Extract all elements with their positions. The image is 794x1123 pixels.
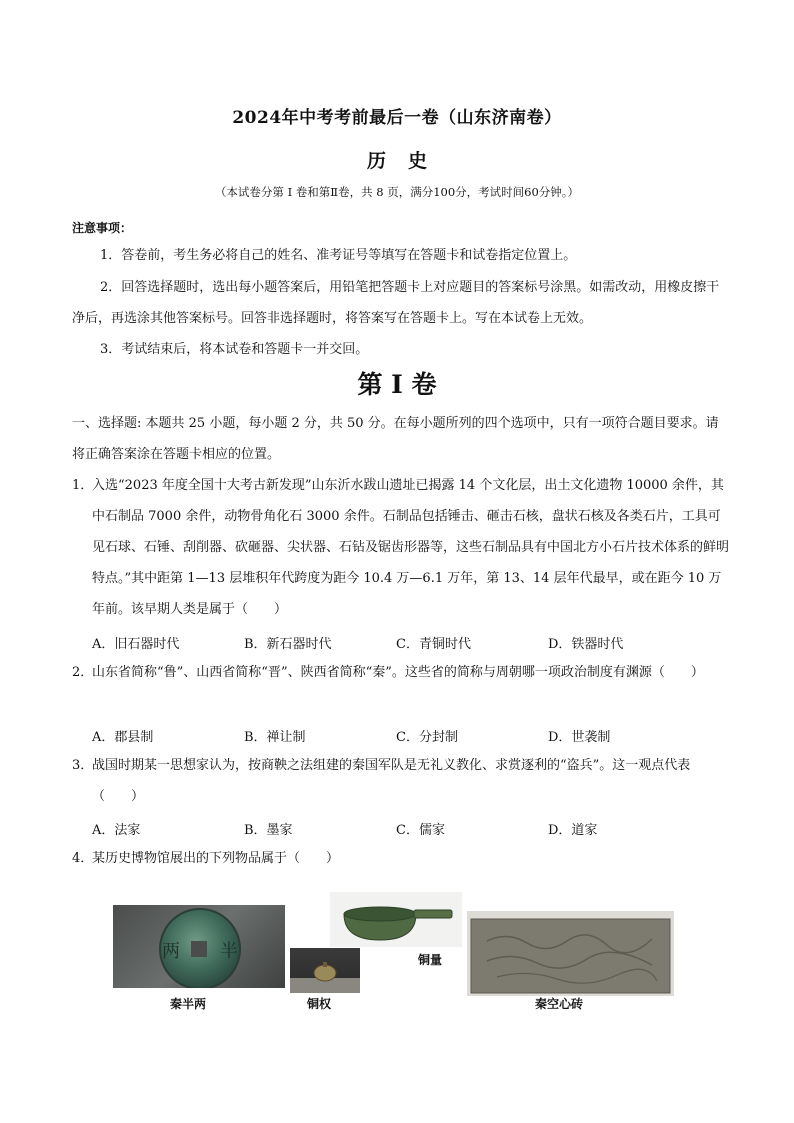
option-b[interactable]: B．墨家 [244, 823, 293, 838]
brick-photo [467, 911, 674, 996]
option-b[interactable]: B．新石器时代 [244, 637, 332, 652]
coin-char-left: 两 [162, 941, 180, 962]
option-d[interactable]: D．铁器时代 [548, 637, 624, 652]
hollow-brick-icon [467, 911, 674, 996]
question-3 [72, 750, 732, 812]
question-2-options [92, 726, 712, 745]
option-d[interactable]: D．道家 [548, 823, 598, 838]
option-c[interactable]: C．青铜时代 [396, 637, 471, 652]
notice-item-1: 1．答卷前，考生务必将自己的姓名、准考证号等填写在答题卡和试卷指定位置上。 [100, 248, 577, 263]
weight-photo [290, 948, 360, 993]
weight-caption: 铜权 [307, 997, 332, 1011]
question-number: 3． [72, 758, 94, 773]
question-4 [72, 843, 732, 874]
coin-char-right: 半 [220, 941, 238, 962]
notice-heading: 注意事项： [72, 221, 133, 235]
option-a[interactable]: A．法家 [92, 823, 141, 838]
notice-item-2: 2．回答选择题时，选出每小题答案后，用铅笔把答题卡上对应题目的答案标号涂黑。如需改动，用橡皮擦干净后，再选涂其他答案标号。回答非选择题时，将答案写在答题卡上。写在本试卷上无效。 [72, 280, 720, 326]
question-text: 战国时期某一思想家认为，按商鞅之法组建的秦国军队是无礼义教化、求赏逐利的“盗兵”。这一观点代表（ ） [92, 758, 691, 804]
question-number: 4． [72, 851, 94, 866]
volume-title: 第 I 卷 [357, 370, 437, 399]
measure-photo [330, 892, 462, 947]
question-3-options [92, 819, 712, 838]
option-d[interactable]: D．世袭制 [548, 730, 611, 745]
question-text: 某历史博物馆展出的下列物品属于（ ） [92, 851, 340, 866]
option-c[interactable]: C．分封制 [396, 730, 458, 745]
exam-title: 2024年中考考前最后一卷（山东济南卷） [232, 108, 562, 128]
question-2 [72, 657, 732, 688]
question-number: 2． [72, 665, 94, 680]
coin-icon [113, 905, 285, 988]
question-text: 入选“2023 年度全国十大考古新发现”山东沂水跋山遗址已揭露 14 个文化层，出土文化遗物 10000 余件，其中石制品 7000 余件，动物骨角化石 3000 余件。石制品包括锤击、砸击石核，盘状石核及各类石片，工具可见石球、石锤、刮削器、砍砸器、尖状器、石钻及锯齿形器等，这些石制品具有中国北方小石片技术体系的鲜明特点。”其中距第 1—13 层堆积年代跨度为距今 10.4 万—6.1 万年，第 13、14 层年代最早，或在距今 10 万年前。该早期人类是属于（ ） [92, 478, 730, 617]
option-c[interactable]: C．儒家 [396, 823, 445, 838]
measure-caption: 铜量 [418, 953, 443, 967]
bronze-measure-icon [330, 892, 462, 947]
coin-photo [113, 905, 285, 988]
question-number: 1． [72, 478, 94, 493]
brick-caption: 秦空心砖 [535, 997, 584, 1011]
option-a[interactable]: A．郡县制 [92, 730, 154, 745]
option-b[interactable]: B．禅让制 [244, 730, 306, 745]
bronze-weight-icon [290, 948, 360, 993]
section-intro: 一、选择题: 本题共 25 小题，每小题 2 分，共 50 分。在每小题所列的四个选项中，只有一项符合题目要求。请将正确答案涂在答题卡相应的位置。 [72, 416, 719, 462]
question-1 [72, 470, 732, 625]
subject-title: 历史 [366, 150, 449, 172]
question-1-options [92, 633, 712, 652]
notice-item-3: 3．考试结束后，将本试卷和答题卡一并交回。 [100, 342, 369, 357]
paper-info: （本试卷分第 I 卷和第Ⅱ卷，共 8 页，满分100分，考试时间60分钟。） [214, 185, 580, 199]
coin-caption: 秦半两 [170, 997, 207, 1011]
option-a[interactable]: A．旧石器时代 [92, 637, 180, 652]
question-text: 山东省简称“鲁”、山西省简称“晋”、陕西省简称“秦”。这些省的简称与周朝哪一项政治制度有渊源（ ） [92, 665, 704, 680]
